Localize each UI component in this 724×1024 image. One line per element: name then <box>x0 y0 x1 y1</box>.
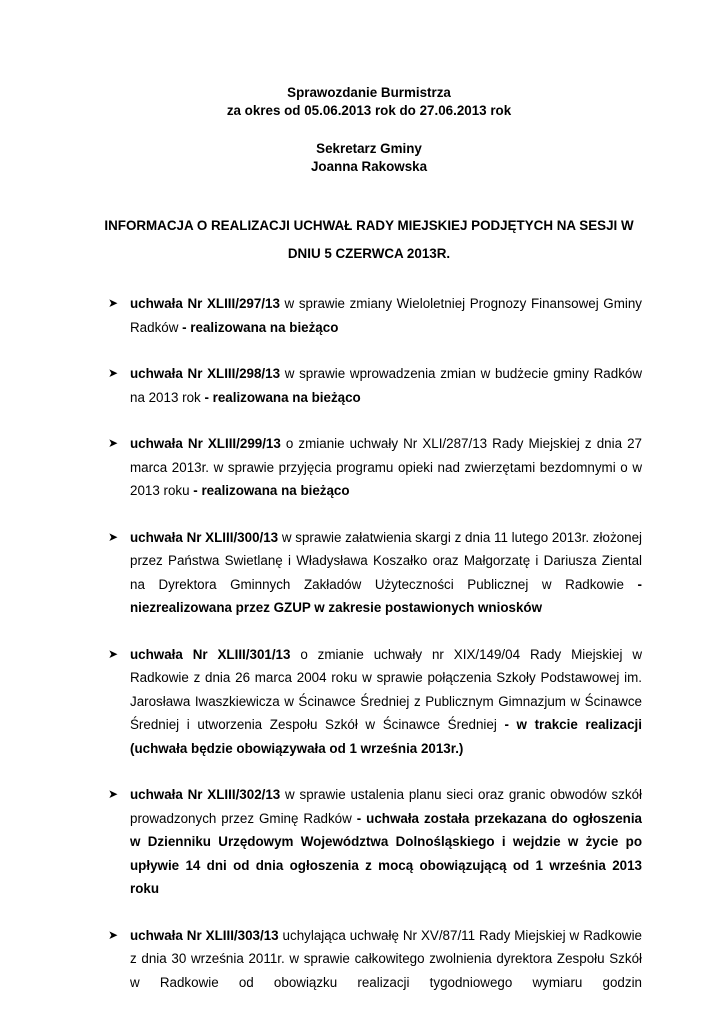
arrow-bullet-icon: ➤ <box>108 366 119 380</box>
section-title <box>96 212 642 268</box>
arrow-bullet-icon: ➤ <box>108 296 119 310</box>
resolution-text: w sprawie wprowadzenia zmian w budżecie gminy Radków na 2013 rok <box>130 366 643 405</box>
resolution-status: - realizowana na bieżąco <box>178 319 339 335</box>
arrow-bullet-icon: ➤ <box>108 529 119 544</box>
arrow-bullet-icon: ➤ <box>108 927 119 942</box>
list-item <box>108 292 642 339</box>
resolution-number: uchwała Nr XLIII/300/13 <box>130 529 279 545</box>
resolution-text: o zmianie uchwały Nr XLI/287/13 Rady Miejskiej z dnia 27 marca 2013r. w sprawie przyjęcia programu opieki nad zwierzętami bezdomnymi o w 2013 roku <box>130 436 642 498</box>
author-name: Joanna Rakowska <box>310 159 428 174</box>
list-item <box>108 362 642 409</box>
list-item <box>108 432 642 503</box>
resolution-text: uchylająca uchwałę Nr XV/87/11 Rady Miejskiej w Radkowie z dnia 30 września 2011r. w sprawie całkowitego zwolnienia dyrektora Zespołu Szkół w Radkowie od obowiązku realizacji tygodniowego wymiaru godzin <box>130 927 642 990</box>
resolution-list <box>96 292 642 994</box>
arrow-bullet-icon: ➤ <box>108 646 119 661</box>
resolution-number: uchwała Nr XLIII/302/13 <box>130 787 281 802</box>
report-header <box>96 84 642 176</box>
section-title-line-2: DNIU 5 CZERWCA 2013R. <box>287 246 451 261</box>
arrow-bullet-icon: ➤ <box>108 787 119 801</box>
resolution-status: - uchwała została przekazana do ogłoszenia w Dzienniku Urzędowym Województwa Dolnośląskiego i wejdzie w życie po upływie 14 dni od dnia ogłoszenia z mocą obowiązującą od 1 września 2013 roku <box>130 810 642 896</box>
list-item <box>108 643 642 761</box>
resolution-status: - realizowana na bieżąco <box>189 483 350 498</box>
author-role: Sekretarz Gminy <box>316 141 422 156</box>
arrow-bullet-icon: ➤ <box>108 436 119 450</box>
section-title-line-1: INFORMACJA O REALIZACJI UCHWAŁ RADY MIEJSKIEJ PODJĘTYCH NA SESJI W <box>104 218 634 233</box>
resolution-number: uchwała Nr XLIII/299/13 <box>130 436 281 451</box>
resolution-number: uchwała Nr XLIII/303/13 <box>130 927 279 943</box>
resolution-status: - w trakcie realizacji (uchwała będzie obowiązywała od 1 września 2013r.) <box>130 717 642 756</box>
resolution-status: - niezrealizowana przez GZUP w zakresie postawionych wniosków <box>130 576 642 615</box>
report-period: za okres od 05.06.2013 rok do 27.06.2013 rok <box>226 103 512 118</box>
resolution-number: uchwała Nr XLIII/301/13 <box>130 646 291 662</box>
report-title: Sprawozdanie Burmistrza <box>287 85 451 100</box>
list-item <box>108 924 642 995</box>
resolution-status: - realizowana na bieżąco <box>200 389 361 405</box>
resolution-text: w sprawie zmiany Wieloletniej Prognozy Finansowej Gminy Radków <box>130 296 642 335</box>
resolution-text: w sprawie załatwienia skargi z dnia 11 lutego 2013r. złożonej przez Państwa Swietlanę i Władysława Koszałko oraz Małgorzatę i Dariusza Ziental na Dyrektora Gminnych Zakładów Użyteczności Publicznej w Radkowie <box>130 529 642 592</box>
list-item <box>108 783 642 901</box>
list-item <box>108 526 642 620</box>
resolution-number: uchwała Nr XLIII/298/13 <box>130 366 281 381</box>
resolution-text: w sprawie ustalenia planu sieci oraz granic obwodów szkół prowadzonych przez Gminę Radków <box>130 787 642 826</box>
resolution-number: uchwała Nr XLIII/297/13 <box>130 296 280 311</box>
resolution-text: o zmianie uchwały nr XIX/149/04 Rady Miejskiej w Radkowie z dnia 26 marca 2004 roku w sprawie połączenia Szkoły Podstawowej im. Jarosława Iwaszkiewicza w Ścinawce Średniej z Publicznym Gimnazjum w Ścinawce Średniej i utworzenia Zespołu Szkół w Ścinawce Średniej <box>130 646 642 732</box>
